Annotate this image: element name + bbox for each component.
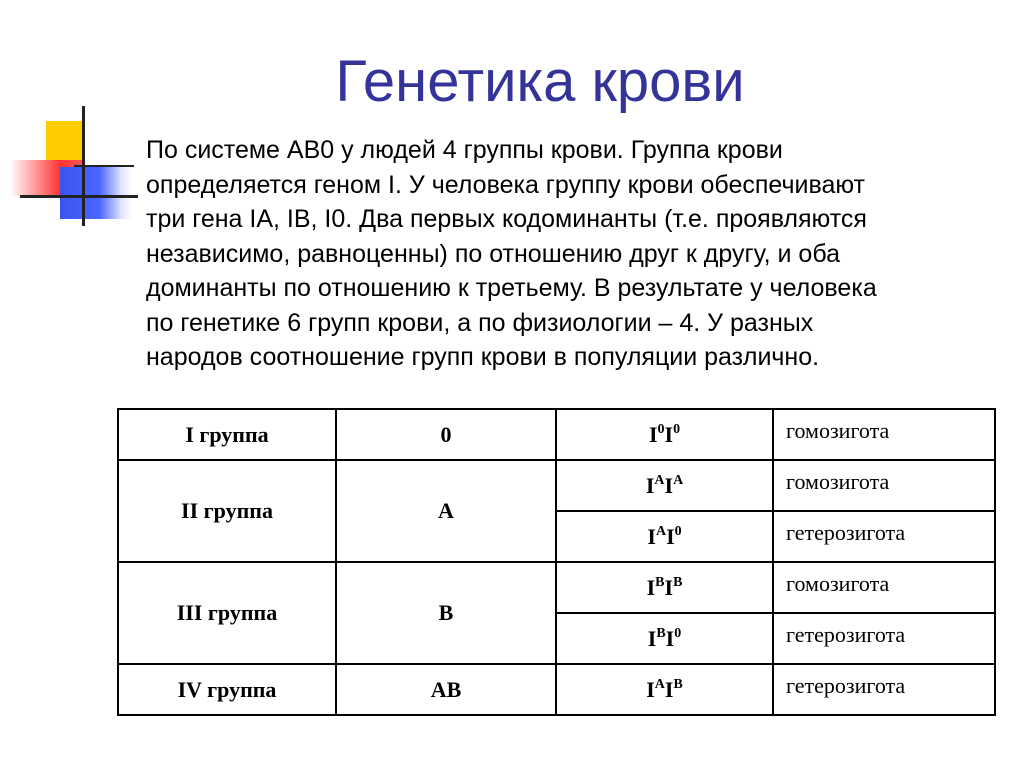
allele: B <box>673 676 683 692</box>
table-row <box>118 460 995 511</box>
genotype-cell <box>556 562 773 613</box>
blood-group-table <box>117 408 996 716</box>
body-paragraph <box>146 133 1006 375</box>
phenotype-cell: 0 <box>336 409 556 460</box>
decorative-logo <box>0 0 140 240</box>
phenotype-cell: A <box>336 460 556 562</box>
phenotype-cell: B <box>336 562 556 664</box>
gene-letter: I <box>645 472 655 498</box>
allele: B <box>655 574 665 590</box>
paragraph-line: независимо, равноценны) по отношению друг к другу, и оба <box>146 239 840 268</box>
horizontal-line-shape-2 <box>74 165 134 167</box>
genotype-cell <box>556 409 773 460</box>
allele: 0 <box>674 625 682 641</box>
allele: B <box>673 574 683 590</box>
allele: A <box>655 523 667 539</box>
allele: 0 <box>674 523 682 539</box>
yellow-square-shape <box>46 121 84 163</box>
allele: A <box>654 472 665 488</box>
zygosity-cell: гомозигота <box>773 562 995 613</box>
slide-title: Генетика крови <box>335 49 745 114</box>
paragraph-line: три гена IA, IB, I0. Два первых кодоминанты (т.е. проявляются <box>146 205 867 233</box>
gene-letter: I <box>664 472 674 498</box>
gene-letter: I <box>666 523 675 549</box>
table-row <box>118 409 995 460</box>
gene-letter: I <box>664 676 674 702</box>
genotype-cell <box>556 664 773 715</box>
genotype-cell <box>556 511 773 562</box>
gene-letter: I <box>647 625 657 651</box>
allele: 0 <box>657 421 665 437</box>
horizontal-line-shape <box>20 195 138 198</box>
paragraph-line: определяется геном I. У человека группу крови обеспечивают <box>146 170 866 199</box>
allele: B <box>656 625 666 641</box>
group-cell: IV группа <box>118 664 336 715</box>
zygosity-cell: гомозигота <box>773 460 995 511</box>
table-row <box>118 664 995 715</box>
group-cell: I группа <box>118 409 336 460</box>
gene-letter: I <box>646 574 656 600</box>
genotype-cell <box>556 613 773 664</box>
table-row <box>118 562 995 613</box>
gene-letter: I <box>647 523 656 549</box>
gene-letter: I <box>664 574 674 600</box>
paragraph-line: народов соотношение групп крови в популяции различно. <box>146 343 820 371</box>
gene-letter: I <box>665 625 675 651</box>
gene-letter: I <box>648 421 658 447</box>
allele: A <box>673 472 684 488</box>
group-cell: II группа <box>118 460 336 562</box>
allele: 0 <box>673 421 681 437</box>
paragraph-line: по генетике 6 групп крови, а по физиологии – 4. У разных <box>146 308 814 337</box>
paragraph-line: По системе АВ0 у людей 4 группы крови. Группа крови <box>146 136 783 164</box>
zygosity-cell: гомозигота <box>773 409 995 460</box>
gene-letter: I <box>646 676 655 702</box>
group-cell: III группа <box>118 562 336 664</box>
blue-square-shape <box>60 167 132 219</box>
paragraph-line: доминанты по отношению к третьему. В результате у человека <box>146 274 877 302</box>
zygosity-cell: гетерозигота <box>773 664 995 715</box>
zygosity-cell: гетерозигота <box>773 511 995 562</box>
phenotype-cell: AB <box>336 664 556 715</box>
genotype-cell <box>556 460 773 511</box>
allele: A <box>654 676 665 692</box>
zygosity-cell: гетерозигота <box>773 613 995 664</box>
gene-letter: I <box>664 421 674 447</box>
